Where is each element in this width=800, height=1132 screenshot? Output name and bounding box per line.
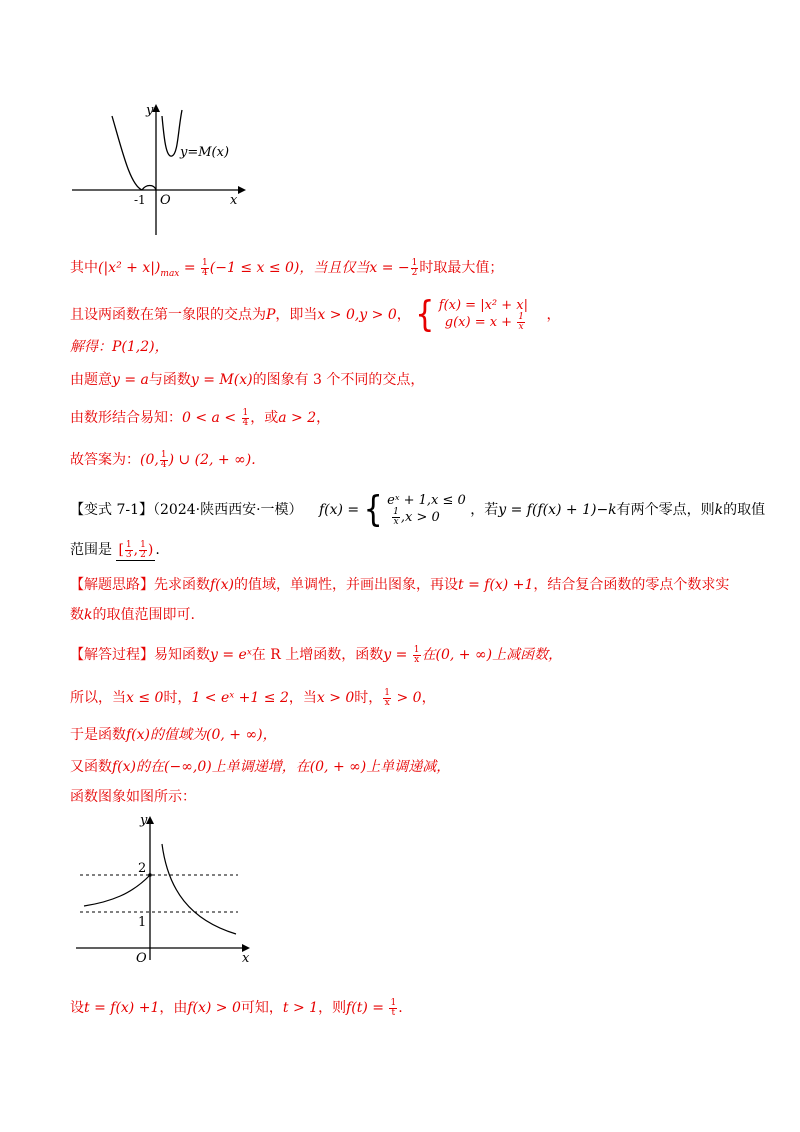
curve-label: y=M(x) <box>180 145 230 160</box>
text: 数 <box>70 607 84 623</box>
line-intersections <box>70 370 424 390</box>
cond: x > 0,y > 0 <box>317 307 397 323</box>
x-eq: x = − <box>369 260 410 276</box>
text: k <box>714 502 724 518</box>
text: (0, <box>140 452 159 468</box>
text: t > 1 <box>282 1000 319 1016</box>
text: 解得：P(1,2)， <box>70 339 169 355</box>
text: > 0 <box>392 690 422 706</box>
text: 时， <box>354 690 383 706</box>
text: 设 <box>70 1000 84 1016</box>
origin-label: O <box>160 193 171 208</box>
text: f(x) <box>210 577 235 593</box>
text: ，即当 <box>275 307 318 323</box>
text: ， <box>396 307 411 323</box>
frac-1-4: $\frac{1}{4}$ <box>160 449 167 470</box>
text: 的在(−∞,0)上单调递增，在(0, + ∞)上单调递减， <box>136 759 451 775</box>
think-label: 【解题思路】 <box>70 577 154 593</box>
text: ， <box>546 307 561 323</box>
text: y = a <box>112 372 149 388</box>
text: 时取最大值； <box>419 260 504 276</box>
line-think-2 <box>70 605 195 625</box>
eq: = <box>179 260 201 276</box>
fx: f(x) = <box>318 502 364 518</box>
text: t = f(x) +1 <box>84 1000 160 1016</box>
line-answer <box>70 450 256 470</box>
case-2: $\frac{1}{x}$ ,x > 0 <box>393 507 440 527</box>
text: 在 R 上增函数，函数 <box>251 647 384 663</box>
text: ，由 <box>159 1000 188 1016</box>
line-solve <box>70 337 169 357</box>
text: y = <box>383 647 412 663</box>
graph-f-x <box>70 810 270 970</box>
text: 的值域，单调性，并画出图象，再设 <box>234 577 459 593</box>
text: 的图象有 3 个不同的交点， <box>252 372 425 388</box>
tick-2: 2 <box>138 861 147 876</box>
abs-expr: (|x² + x|) <box>98 260 161 276</box>
text: f(x) <box>126 727 151 743</box>
x-label: x <box>242 951 250 966</box>
text: ) ∪ (2, + ∞). <box>168 452 256 468</box>
line-p4 <box>70 757 450 777</box>
text: y = eˣ <box>210 647 252 663</box>
point-p: P <box>266 307 276 323</box>
text: . <box>398 1000 403 1016</box>
domain: (−1 ≤ x ≤ 0)，当且仅当 <box>209 260 370 276</box>
frac-1-x: $\frac{1}{x}$ <box>413 644 420 665</box>
x-label: x <box>230 193 238 208</box>
line-last <box>70 998 403 1018</box>
text: ，若 <box>470 502 499 518</box>
endpoint <box>148 873 152 877</box>
y-label: y <box>146 103 154 118</box>
text: 其中 <box>70 260 98 276</box>
curve-left <box>112 116 142 190</box>
text: 且设两函数在第一象限的交点为 <box>70 307 266 323</box>
text: 1 < eˣ +1 ≤ 2 <box>191 690 289 706</box>
curve-bump <box>142 186 156 191</box>
text: ，则 <box>318 1000 347 1016</box>
text: 的取值范围即可. <box>92 607 195 623</box>
frac-1-2: $\frac{1}{2}$ <box>411 257 418 278</box>
text: 可知， <box>240 1000 283 1016</box>
cases <box>439 298 528 332</box>
system <box>363 488 466 531</box>
x-arrow <box>238 186 246 194</box>
case-g: g(x) = x + $\frac{1}{x}$ <box>444 312 524 332</box>
curve-right <box>162 110 182 156</box>
curve-exp <box>84 875 150 906</box>
text: 先求函数 <box>154 577 210 593</box>
line-variation <box>70 488 766 531</box>
graph-m-x <box>70 100 260 240</box>
line-proc <box>70 645 562 665</box>
tick-1: 1 <box>138 915 147 930</box>
y-label: y <box>140 813 148 828</box>
text: 的值域为(0, + ∞)， <box>150 727 277 743</box>
text: 有两个零点，则 <box>616 502 715 518</box>
line-think <box>70 575 729 595</box>
text: f(x) > 0 <box>187 1000 241 1016</box>
text: 在(0, + ∞)上减函数， <box>421 647 563 663</box>
text: ， <box>421 690 436 706</box>
text: k <box>84 607 93 623</box>
text: 易知函数 <box>154 647 210 663</box>
text: f(x) <box>112 759 137 775</box>
text: ， <box>316 410 331 426</box>
text: . <box>155 542 160 558</box>
text: 由数形结合易知： <box>70 410 182 426</box>
text: ，当 <box>288 690 317 706</box>
text: 0 < a < <box>182 410 241 426</box>
brace: { <box>415 293 435 336</box>
tick-neg1: -1 <box>134 193 146 207</box>
frac-1-4: $\frac{1}{4}$ <box>202 257 208 278</box>
text: 与函数 <box>148 372 191 388</box>
frac-1-x: $\frac{1}{x}$ <box>384 687 391 708</box>
proc-label: 【解答过程】 <box>70 647 154 663</box>
text: 函数图象如图所示： <box>70 789 196 805</box>
text: 故答案为： <box>70 452 140 468</box>
text: 时， <box>163 690 192 706</box>
case-1: eˣ + 1,x ≤ 0 <box>387 493 466 508</box>
text: y = f(f(x) + 1)−k <box>498 502 617 518</box>
line-intersection <box>70 293 561 336</box>
text: ，或 <box>250 410 279 426</box>
line-p2 <box>70 688 436 708</box>
text: 由题意 <box>70 372 112 388</box>
text: y = M(x) <box>190 372 253 388</box>
variation-label: 【变式 7-1】 <box>70 502 153 518</box>
text: a > 2 <box>278 410 317 426</box>
line-max-value <box>70 258 503 284</box>
text: 又函数 <box>70 759 112 775</box>
max-sub: max <box>160 268 180 279</box>
line-range-a <box>70 408 330 428</box>
source: （2024·陕西西安·一模） <box>153 502 303 518</box>
text: 所以，当 <box>70 690 126 706</box>
line-range <box>70 540 160 561</box>
curve-recip <box>162 844 236 934</box>
brace: { <box>363 488 383 531</box>
text: ，结合复合函数的零点个数求实 <box>533 577 730 593</box>
answer-blank: [ $\frac{1}{3}$ , $\frac{1}{2}$ ) <box>118 539 154 560</box>
frac-1-4: $\frac{1}{4}$ <box>242 407 249 428</box>
system <box>415 293 529 336</box>
origin-label: O <box>136 951 147 966</box>
frac-1-t: $\frac{1}{t}$ <box>390 997 397 1018</box>
line-p3 <box>70 725 277 745</box>
line-p5 <box>70 787 196 807</box>
text: f(t) = <box>346 1000 389 1016</box>
text: 于是函数 <box>70 727 126 743</box>
case-f: f(x) = |x² + x| <box>438 298 529 313</box>
text: x > 0 <box>316 690 355 706</box>
text: 的取值 <box>723 502 766 518</box>
text: x ≤ 0 <box>126 690 164 706</box>
text: t = f(x) +1 <box>458 577 534 593</box>
cases <box>387 493 466 527</box>
text: 范围是 <box>70 542 112 558</box>
